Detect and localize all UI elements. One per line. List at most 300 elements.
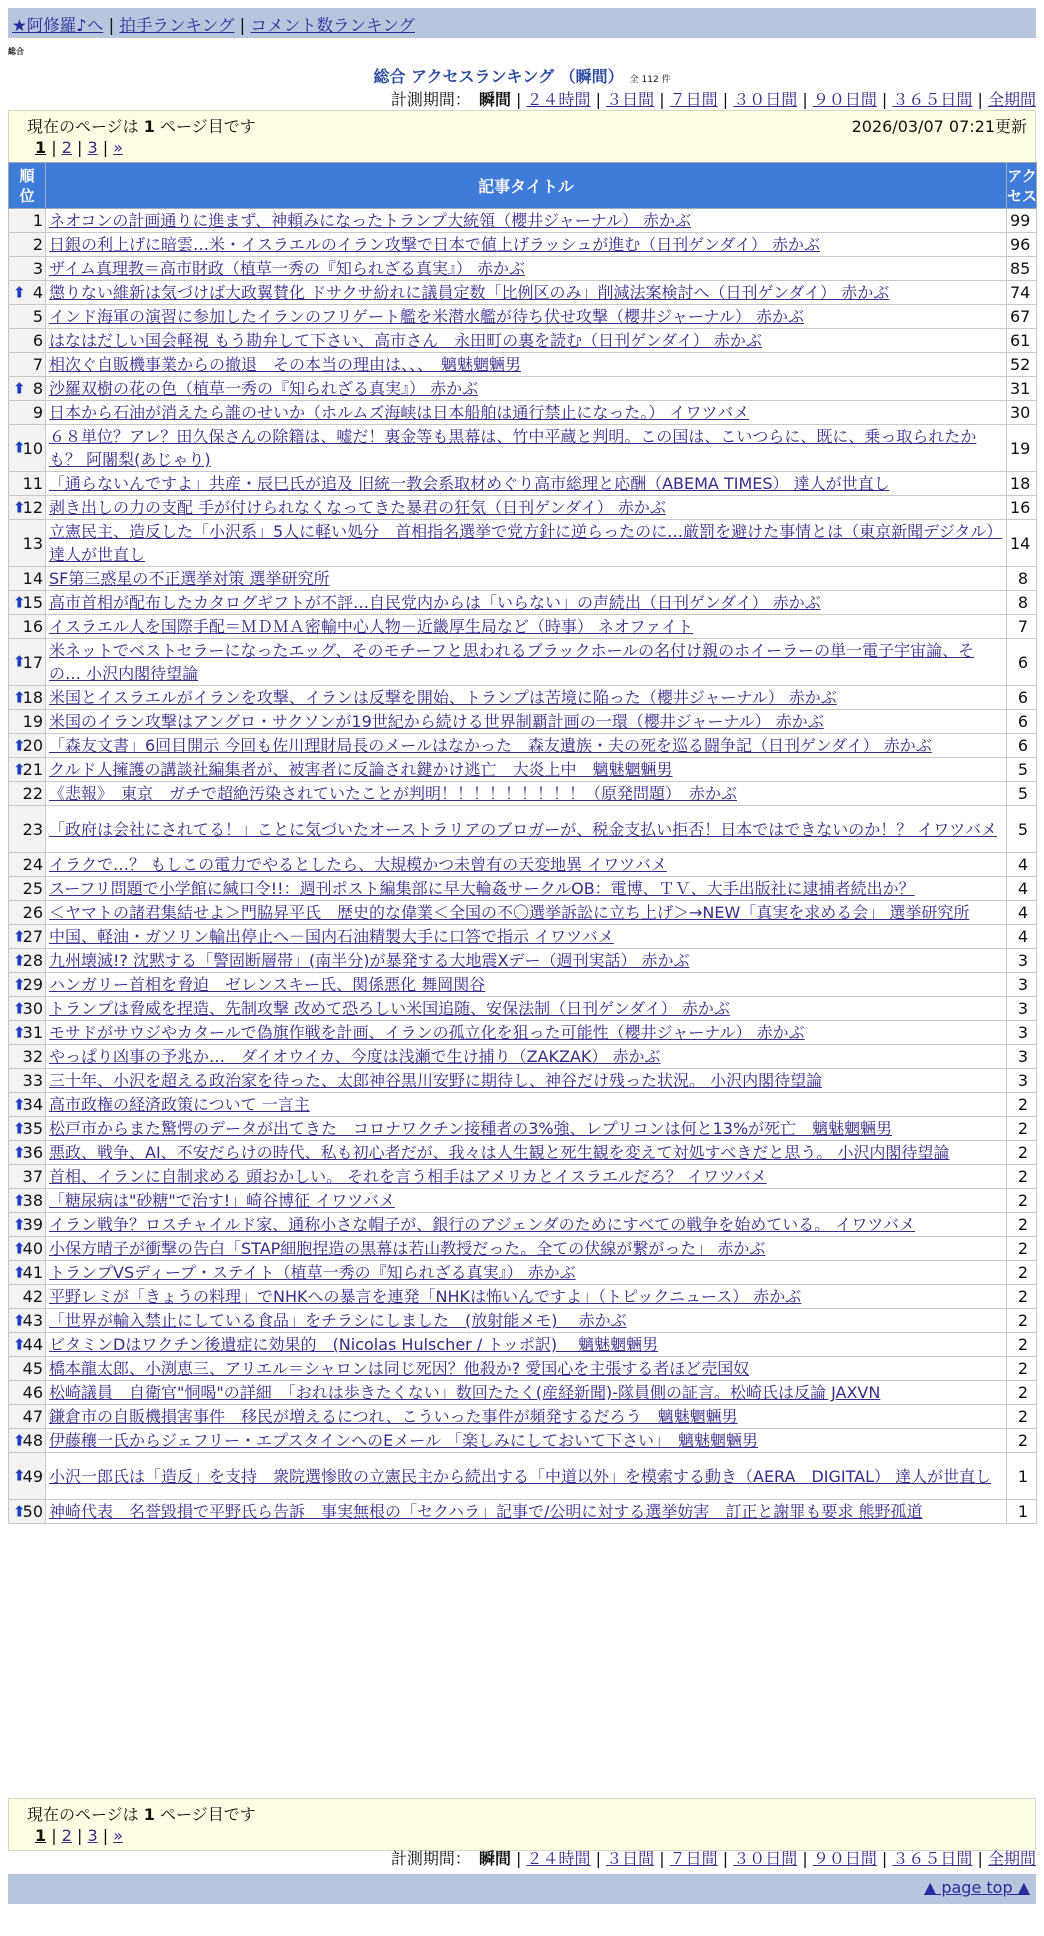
table-row [9,949,1037,973]
article-link[interactable]: トランプVSディープ・ステイト（植草一秀の『知られざる真実』） 赤かぶ [49,1263,576,1282]
article-link[interactable]: 平野レミが「きょうの料理」でNHKへの暴言を連発「NHKは怖いんですよ」（トピックニュース） 赤かぶ [49,1287,802,1306]
rank-cell [9,1189,46,1213]
article-link[interactable]: SF第三惑星の不正選挙対策 選挙研究所 [49,569,330,588]
rank-cell [9,567,46,591]
rank-number: 6 [32,331,43,350]
access-count: 3 [1007,949,1037,973]
title-cell [46,615,1007,639]
table-row [9,1381,1037,1405]
rank-cell [9,496,46,520]
period-link[interactable]: ７日間 [669,1849,718,1868]
rank-number: 24 [22,855,43,874]
rank-up-arrow-icon: ⬆ [13,760,26,778]
pagination-link[interactable]: 2 [61,138,72,157]
rank-number: 33 [22,1071,43,1090]
table-row [9,1237,1037,1261]
rank-number: 23 [22,819,43,839]
rank-cell [9,901,46,925]
table-row [9,401,1037,425]
rank-number: 45 [22,1359,43,1378]
access-count: 2 [1007,1357,1037,1381]
rank-cell [9,1500,46,1524]
title-cell [46,949,1007,973]
rank-cell [9,925,46,949]
rank-up-arrow-icon: ⬆ [13,975,26,993]
title-cell [46,425,1007,472]
table-row [9,233,1037,257]
access-count: 2 [1007,1333,1037,1357]
rank-number: 32 [22,1047,43,1066]
period-link[interactable]: ９０日間 [812,90,877,109]
table-row [9,877,1037,901]
title-cell [46,520,1007,567]
access-count: 96 [1007,233,1037,257]
article-link[interactable]: 松戸市からまた驚愕のデータが出てきた コロナワクチン接種者の3%強、レプリコンは何と13%が死亡 魑魅魍魎男 [49,1119,893,1138]
title-cell [46,1189,1007,1213]
title-cell [46,1213,1007,1237]
title-cell [46,877,1007,901]
access-count: 19 [1007,425,1037,472]
title-cell [46,377,1007,401]
rank-up-arrow-icon: ⬆ [13,999,26,1017]
article-link[interactable]: やっぱり凶事の予兆か… ダイオウイカ、今度は浅瀬で生け捕り（ZAKZAK） 赤かぶ [49,1047,661,1066]
rank-cell [9,758,46,782]
rank-cell [9,1381,46,1405]
access-count: 52 [1007,353,1037,377]
nav-separator: | [239,16,246,35]
rank-cell [9,973,46,997]
title-cell [46,1429,1007,1453]
comment-ranking-link[interactable]: コメント数ランキング [250,16,415,35]
article-link[interactable]: ＜ヤマトの諸君集結せよ＞門脇昇平氏 歴史的な偉業＜全国の不〇選挙訴訟に立ち上げ＞→NEW「真実を求める会」 選挙研究所 [49,903,970,922]
article-link[interactable]: ハンガリー首相を脅迫 ゼレンスキー氏、関係悪化 舞岡関谷 [49,975,486,994]
title-cell [46,686,1007,710]
access-count: 6 [1007,734,1037,758]
article-link[interactable]: 伊藤穰一氏からジェフリー・エプスタインへのEメール 「楽しみにしておいて下さい」 魑魅魍魎男 [49,1431,758,1450]
rank-number: 37 [22,1167,43,1186]
rank-number: 9 [32,403,43,422]
access-count: 2 [1007,1237,1037,1261]
access-count: 2 [1007,1381,1037,1405]
access-count: 1 [1007,1453,1037,1500]
access-count: 2 [1007,1309,1037,1333]
access-count: 4 [1007,877,1037,901]
access-count: 7 [1007,615,1037,639]
article-link[interactable]: 「政府は会社にされてる！」ことに気づいたオーストラリアのブロガーが、税金支払い拒否！日本ではできないのか！？ イワツバメ [49,819,997,839]
period-link[interactable]: ２４時間 [526,1849,591,1868]
rank-number: 25 [22,879,43,898]
rank-number: 41 [22,1263,43,1282]
access-count: 3 [1007,997,1037,1021]
table-row [9,997,1037,1021]
rank-number: 35 [22,1119,43,1138]
rank-cell [9,425,46,472]
title-cell [46,591,1007,615]
table-row [9,686,1037,710]
rank-up-arrow-icon: ⬆ [13,593,26,611]
rank-cell [9,1333,46,1357]
title-cell [46,472,1007,496]
rank-cell [9,209,46,233]
rank-up-arrow-icon: ⬆ [13,1191,26,1209]
rank-number: 17 [22,652,43,672]
rank-number: 7 [32,355,43,374]
period-link[interactable]: 全期間 [987,1849,1036,1868]
article-link[interactable]: 首相、イランに自制求める 頭おかしい。 それを言う相手はアメリカとイスラエルだろ？ イワツバメ [49,1167,767,1186]
period-link[interactable]: ３日間 [606,90,655,109]
rank-number: 27 [22,927,43,946]
access-count: 2 [1007,1093,1037,1117]
footer-bar [8,1874,1036,1904]
article-link[interactable]: 米ネットでベストセラーになったエッグ、そのモチーフと思われるブラックホールの名付け親のホイーラーの単一電子宇宙論、その… 小沢内閣待望論 [49,641,975,683]
article-link[interactable]: モサドがサウジやカタールで偽旗作戦を計画、イランの孤立化を狙った可能性（櫻井ジャーナル） 赤かぶ [49,1023,805,1042]
pagination-link[interactable]: 3 [87,138,98,157]
page-top-link[interactable]: ▲ page top ▲ [923,1878,1030,1897]
title-cell [46,1165,1007,1189]
access-count: 2 [1007,1141,1037,1165]
item-count: 全 112 件 [629,75,671,85]
access-count: 4 [1007,901,1037,925]
access-count: 2 [1007,1405,1037,1429]
table-row [9,281,1037,305]
table-row [9,209,1037,233]
rank-number: 39 [22,1215,43,1234]
rank-number: 49 [22,1466,43,1486]
article-link[interactable]: クルド人擁護の講談社編集者が、被害者に反論され鍵かけ逃亡 大炎上中 魑魅魍魎男 [49,760,673,779]
title-cell [46,496,1007,520]
access-count: 6 [1007,686,1037,710]
title-cell [46,1117,1007,1141]
section-tag: 総合 [8,47,24,56]
nav-separator: | [108,16,115,35]
article-link[interactable]: 鎌倉市の自販機損害事件 移民が増えるにつれ、こういった事件が頻発するだろう 魑魅魍魎男 [49,1407,738,1426]
table-row [9,353,1037,377]
title-cell [46,305,1007,329]
col-rank-header: 順位 [9,163,46,209]
article-link[interactable]: 「森友文書」6回目開示 今回も佐川理財局長のメールはなかった 森友遺族・夫の死を巡る闘争記（日刊ゲンダイ） 赤かぶ [49,736,932,755]
table-row [9,591,1037,615]
rank-number: 2 [32,235,43,254]
rank-cell [9,591,46,615]
title-cell [46,1285,1007,1309]
title-cell [46,329,1007,353]
updated-timestamp: 2026/03/07 07:21更新 [851,117,1027,136]
clap-ranking-link[interactable]: 拍手ランキング [119,16,235,35]
table-row [9,1261,1037,1285]
table-row [9,496,1037,520]
table-row [9,520,1037,567]
rank-cell [9,949,46,973]
article-link[interactable]: 神崎代表 名誉毀損で平野氏ら告訴 事実無根の「セクハラ」記事で/公明に対する選挙妨害 訂正と謝罪も要求 熊野孤道 [49,1502,923,1521]
table-row [9,1213,1037,1237]
title-cell [46,1357,1007,1381]
access-count: 2 [1007,1285,1037,1309]
period-link[interactable]: ３６５日間 [892,1849,973,1868]
access-count: 3 [1007,1069,1037,1093]
title-cell [46,901,1007,925]
rank-cell [9,1237,46,1261]
article-link[interactable]: 「糖尿病は"砂糖"で治す!」崎谷博征 イワツバメ [49,1191,395,1210]
table-row [9,1405,1037,1429]
rank-cell [9,1261,46,1285]
access-count: 3 [1007,1045,1037,1069]
pagination-link[interactable]: » [113,138,123,157]
period-link[interactable]: 全期間 [987,90,1036,109]
title-cell [46,1093,1007,1117]
article-link[interactable]: 立憲民主、造反した「小沢系」5人に軽い処分 首相指名選挙で党方針に逆らったのに…厳罰を避けた事情とは（東京新聞デジタル） 達人が世直し [49,522,1003,564]
page-info-top [8,110,1036,163]
rank-cell [9,997,46,1021]
title-cell [46,758,1007,782]
table-row [9,1500,1037,1524]
access-count: 3 [1007,973,1037,997]
title-cell [46,567,1007,591]
access-count: 67 [1007,305,1037,329]
rank-up-arrow-icon: ⬆ [13,1119,26,1137]
article-link[interactable]: トランプは脅威を捏造、先制攻撃 改めて恐ろしい米国追随、安保法制（日刊ゲンダイ） 赤かぶ [49,999,730,1018]
article-link[interactable]: 「通らないんですよ」共産・辰巳氏が追及 旧統一教会系取材めぐり高市総理と応酬（ABEMA TIMES） 達人が世直し [49,474,890,493]
article-link[interactable]: 小保方晴子が衝撃の告白「STAP細胞捏造の黒幕は若山教授だった。全ての伏線が繋がった」 赤かぶ [49,1239,766,1258]
rank-up-arrow-icon: ⬆ [13,1502,26,1520]
rank-number: 46 [22,1383,43,1402]
access-count: 2 [1007,1429,1037,1453]
rank-up-arrow-icon: ⬆ [13,951,26,969]
article-link[interactable]: スーフリ問題で小学館に緘口令!!：週刊ポスト編集部に早大輪姦サークルOB：電博、ＴＶ、大手出版社に逮捕者続出か？ [49,879,915,898]
rank-number: 16 [22,617,43,636]
title-cell [46,1500,1007,1524]
current-page-number: 1 [143,1805,155,1824]
rank-number: 4 [32,283,43,302]
table-row [9,1045,1037,1069]
rank-number: 44 [22,1335,43,1354]
table-row [9,425,1037,472]
article-link[interactable]: 橋本龍太郎、小渕恵三、アリエル＝シャロンは同じ死因？他殺か? 愛国心を主張する者ほど売国奴 [49,1359,750,1378]
rank-number: 19 [22,712,43,731]
rank-cell [9,329,46,353]
access-count: 4 [1007,853,1037,877]
article-link[interactable]: ６８単位？アレ？田久保さんの除籍は、嘘だ！裏金等も黒幕は、竹中平蔵と判明。この国は、こいつらに、既に、乗っ取られたかも？ 阿闍梨(あじゃり) [49,427,977,469]
rank-number: 48 [22,1431,43,1450]
rank-number: 34 [22,1095,43,1114]
rank-cell [9,1117,46,1141]
table-row [9,1285,1037,1309]
current-page-text: 現在のページは 1 ページ目です [27,1805,256,1824]
table-row [9,782,1037,806]
ranking-table [8,162,1037,1524]
table-row [9,1165,1037,1189]
article-link[interactable]: 剥き出しの力の支配 手が付けられなくなってきた暴君の狂気（日刊ゲンダイ） 赤かぶ [49,498,666,517]
pagination: 1 | 2 | 3 | » [35,138,123,157]
article-link[interactable]: 三十年、小沢を超える政治家を待った、太郎神谷黒川安野に期待し、神谷だけ残った状況。 小沢内閣待望論 [49,1071,823,1090]
access-count: 5 [1007,758,1037,782]
table-row [9,1141,1037,1165]
rank-cell [9,257,46,281]
rank-number: 50 [22,1502,43,1521]
rank-number: 13 [22,533,43,553]
rank-cell [9,281,46,305]
period-link[interactable]: ３日間 [606,1849,655,1868]
pagination-link[interactable]: 3 [87,1826,98,1845]
ranking-title: 総合 アクセスランキング （瞬間） [373,67,624,86]
table-row [9,1429,1037,1453]
rank-number: 1 [32,211,43,230]
period-link[interactable]: ３０日間 [733,90,798,109]
period-label: 計測期間： [390,90,471,109]
table-row [9,472,1037,496]
rank-up-arrow-icon: ⬆ [13,688,26,706]
rank-number: 10 [22,438,43,458]
article-link[interactable]: 沙羅双樹の花の色（植草一秀の『知られざる真実』） 赤かぶ [49,379,479,398]
title-cell [46,1453,1007,1500]
title-cell [46,1405,1007,1429]
period-link[interactable]: ７日間 [669,90,718,109]
article-link[interactable]: 米国のイラン攻撃はアングロ・サクソンが19世紀から続ける世界制覇計画の一環（櫻井ジャーナル） 赤かぶ [49,712,824,731]
period-link[interactable]: ３０日間 [733,1849,798,1868]
article-link[interactable]: イラクで…？ もしこの電力でやるとしたら、大規模かつ未曾有の天変地異 イワツバメ [49,855,667,874]
rank-cell [9,305,46,329]
rank-number: 18 [22,688,43,707]
article-link[interactable]: ビタミンDはワクチン後遺症に効果的 (Nicolas Hulscher / トッポ訳) 魑魅魍魎男 [49,1335,659,1354]
title-cell [46,1381,1007,1405]
rank-cell [9,615,46,639]
rank-cell [9,710,46,734]
table-row [9,257,1037,281]
rank-up-arrow-icon: ⬆ [13,1215,26,1233]
article-link[interactable]: 日本から石油が消えたら誰のせいか（ホルムズ海峡は日本船舶は通行禁止になった。） イワツバメ [49,403,750,422]
period-link[interactable]: ３６５日間 [892,90,973,109]
table-row [9,1453,1037,1500]
article-link[interactable]: ネオコンの計画通りに進まず、神頼みになったトランプ大統領（櫻井ジャーナル） 赤かぶ [49,211,692,230]
article-link[interactable]: 米国とイスラエルがイランを攻撃、イランは反撃を開始、トランプは苦境に陥った（櫻井ジャーナル） 赤かぶ [49,688,837,707]
rank-up-arrow-icon: ⬆ [13,1239,26,1257]
period-current: 瞬間 [478,1849,511,1868]
table-row [9,901,1037,925]
article-link[interactable]: イラン戦争？ロスチャイルド家、通称小さな帽子が、銀行のアジェンダのためにすべての戦争を始めている。 イワツバメ [49,1215,916,1234]
table-row [9,305,1037,329]
period-current: 瞬間 [478,90,511,109]
table-row [9,973,1037,997]
title-cell [46,1237,1007,1261]
period-link[interactable]: ２４時間 [526,90,591,109]
rank-up-arrow-icon: ⬆ [13,1335,26,1353]
article-link[interactable]: 高市首相が配布したカタログギフトが不評…自民党内からは「いらない」の声続出（日刊ゲンダイ） 赤かぶ [49,593,821,612]
title-cell [46,782,1007,806]
table-row [9,1309,1037,1333]
article-link[interactable]: 高市政権の経済政策について 一言主 [49,1095,310,1114]
article-link[interactable]: 懲りない維新は気づけば大政翼賛化 ドサクサ紛れに議員定数「比例区のみ」削減法案検討へ（日刊ゲンダイ） 赤かぶ [49,283,890,302]
table-row [9,1357,1037,1381]
pagination-link[interactable]: 2 [61,1826,72,1845]
access-count: 74 [1007,281,1037,305]
article-link[interactable]: イスラエル人を国際手配＝ＭＤＭＡ密輸中心人物－近畿厚生局など（時事） ネオファイト [49,617,694,636]
access-count: 4 [1007,925,1037,949]
table-row [9,1333,1037,1357]
rank-cell [9,1021,46,1045]
rank-up-arrow-icon: ⬆ [13,498,26,516]
title-cell [46,353,1007,377]
rank-up-arrow-icon: ⬆ [13,736,26,754]
rank-cell [9,1213,46,1237]
access-count: 85 [1007,257,1037,281]
table-row [9,1189,1037,1213]
period-link[interactable]: ９０日間 [812,1849,877,1868]
rank-cell [9,686,46,710]
table-row [9,615,1037,639]
access-count: 8 [1007,591,1037,615]
rank-number: 5 [32,307,43,326]
article-link[interactable]: はなはだしい国会軽視 もう勘弁して下さい、高市さん 永田町の裏を読む（日刊ゲンダイ） 赤かぶ [49,331,762,350]
access-count: 2 [1007,1117,1037,1141]
col-access-header: アクセス [1007,163,1037,209]
article-link[interactable]: 悪政、戦争、AI、不安だらけの時代、私も初心者だが、我々は人生観と死生観を変えて対処すべきだと思う。 小沢内閣待望論 [49,1143,950,1162]
table-row [9,329,1037,353]
article-link[interactable]: 「世界が輸入禁止にしている食品」をチラシにしました (放射能メモ) 赤かぶ [49,1311,627,1330]
rank-number: 30 [22,999,43,1018]
table-row [9,1069,1037,1093]
rank-number: 3 [32,259,43,278]
rank-cell [9,1045,46,1069]
rank-cell [9,472,46,496]
rank-number: 40 [22,1239,43,1258]
title-cell [46,734,1007,758]
rank-up-arrow-icon: ⬆ [13,1431,26,1449]
title-cell [46,1141,1007,1165]
rank-cell [9,734,46,758]
title-cell [46,1309,1007,1333]
page-title [0,64,1044,87]
article-link[interactable]: 中国、軽油・ガソリン輸出停止へ－国内石油精製大手に口答で指示 イワツバメ [49,927,614,946]
title-cell [46,209,1007,233]
access-count: 2 [1007,1261,1037,1285]
title-cell [46,1045,1007,1069]
access-count: 99 [1007,209,1037,233]
rank-cell [9,877,46,901]
rank-up-arrow-icon: ⬆ [13,1263,26,1281]
article-link[interactable]: 九州壊滅!? 沈黙する「警固断層帯」(南半分)が暴発する大地震Xデー（週刊実話） 赤かぶ [49,951,690,970]
period-label: 計測期間： [390,1849,471,1868]
title-cell [46,973,1007,997]
table-row [9,925,1037,949]
article-link[interactable]: 小沢一郎氏は「造反」を支持 衆院選惨敗の立憲民主から続出する「中道以外」を模索する動き（AERA DIGITAL） 達人が世直し [49,1466,992,1486]
article-link[interactable]: インド海軍の演習に参加したイランのフリゲート艦を米潜水艦が待ち伏せ攻撃（櫻井ジャーナル） 赤かぶ [49,307,805,326]
table-row [9,1093,1037,1117]
rank-up-arrow-icon: ⬆ [13,927,26,945]
home-link[interactable]: ★阿修羅♪へ [12,16,104,35]
period-selector-top: 計測期間： 瞬間 | ２４時間 | ３日間 | ７日間 | ３０日間 | ９０日間 | ３６５日間 | 全期間 [390,90,1036,109]
table-row [9,639,1037,686]
rank-cell [9,353,46,377]
title-cell [46,710,1007,734]
article-link[interactable]: 相次ぐ自販機事業からの撤退 その本当の理由は、、、 魑魅魍魎男 [49,355,522,374]
rank-number: 15 [22,593,43,612]
period-selector-bottom: 計測期間： 瞬間 | ２４時間 | ３日間 | ７日間 | ３０日間 | ９０日間 | ３６５日間 | 全期間 [390,1849,1036,1868]
page-info-bottom [8,1798,1036,1851]
ranking-rows [9,209,1037,1524]
rank-cell [9,1165,46,1189]
rank-up-arrow-icon: ⬆ [13,652,26,671]
article-link[interactable]: 《悲報》 東京 ガチで超絶汚染されていたことが判明！！！！！！！！！（原発問題） 赤かぶ [49,784,738,803]
article-link[interactable]: 松崎議員 自衛官"恫喝"の詳細 「おれは歩きたくない」数回たたく(産経新聞)-隊員側の証言。松崎氏は反論 JAXVN [49,1383,881,1402]
rank-number: 47 [22,1407,43,1426]
title-cell [46,925,1007,949]
pagination-link[interactable]: » [113,1826,123,1845]
rank-number: 8 [32,379,43,398]
rank-cell [9,1069,46,1093]
article-link[interactable]: ザイム真理教＝高市財政（植草一秀の『知られざる真実』） 赤かぶ [49,259,525,278]
article-link[interactable]: 日銀の利上げに暗雲…米・イスラエルのイラン攻撃で日本で値上げラッシュが進む（日刊ゲンダイ） 赤かぶ [49,235,821,254]
rank-cell [9,1285,46,1309]
rank-cell [9,401,46,425]
